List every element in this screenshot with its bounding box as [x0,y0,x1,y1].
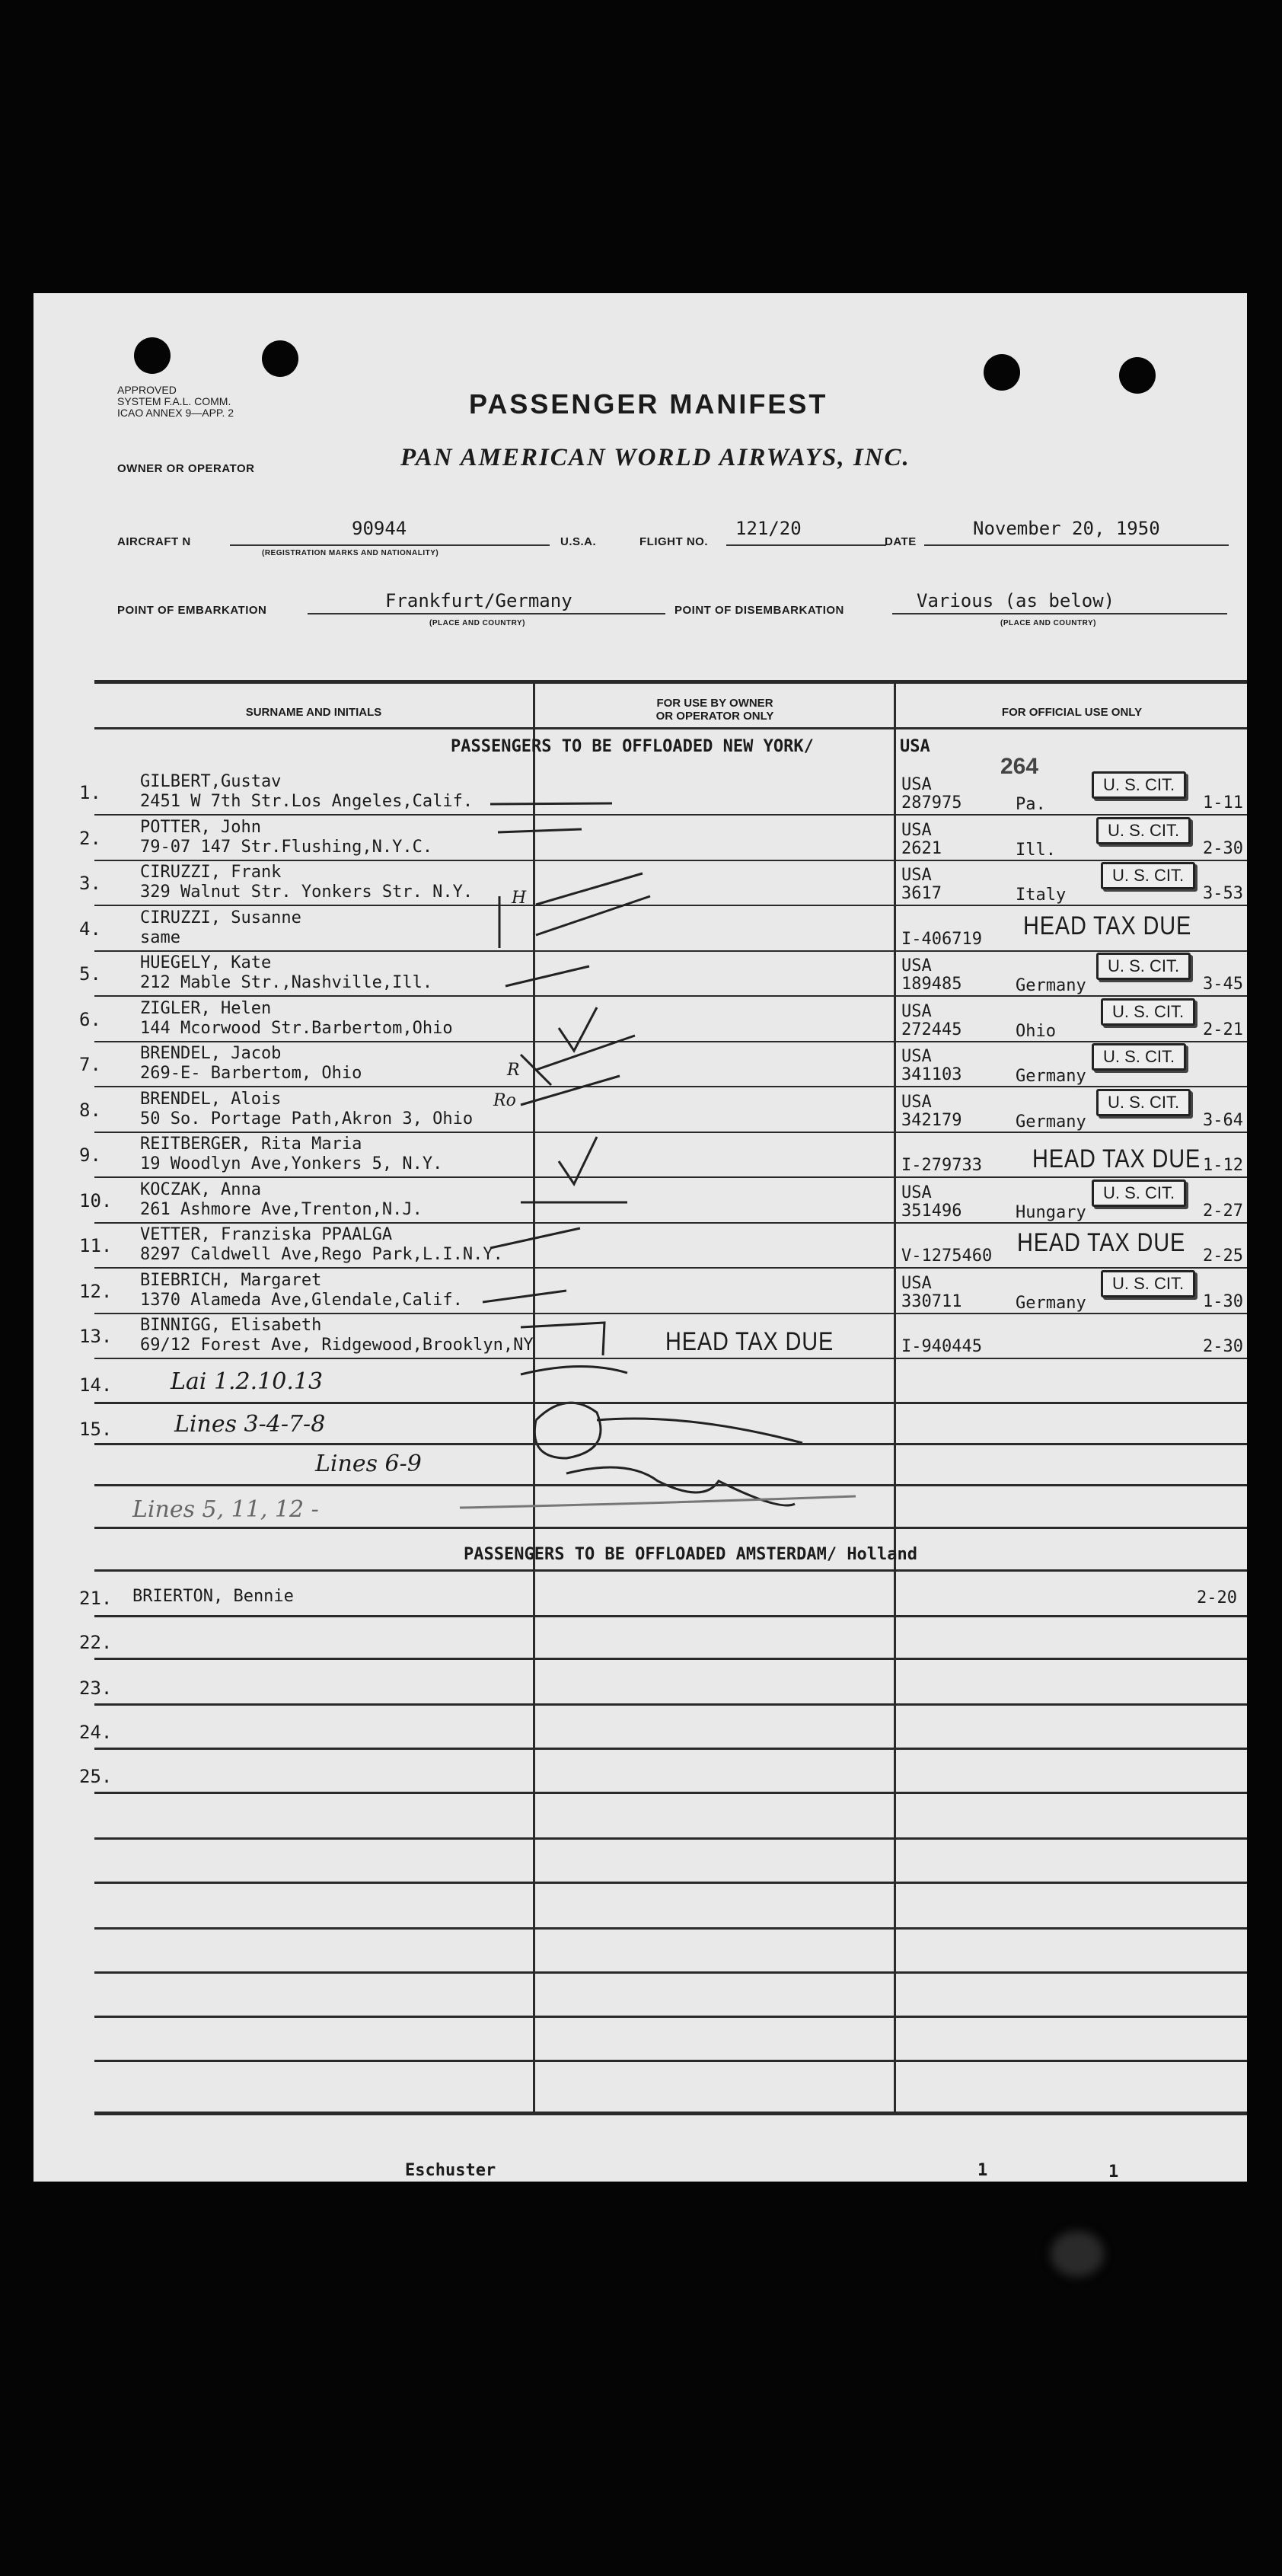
flight-number: 121/20 [735,518,802,539]
passenger-name: BIEBRICH, Margaret [140,1271,322,1290]
line-number: 21. [79,1588,113,1609]
head-tax-stamp: HEAD TAX DUE [665,1327,834,1356]
official-place: Germany [1016,1294,1086,1313]
official-place: Italy [1016,886,1067,905]
date-value: November 20, 1950 [973,518,1160,539]
line-number: 8. [79,1100,101,1121]
official-col2: 342179 [901,1111,962,1130]
system-text: SYSTEM F.A.L. COMM. [117,395,231,407]
ams-passenger-code: 2-20 [1197,1588,1237,1607]
official-col2: I-940445 [901,1337,982,1356]
official-col2: 189485 [901,975,962,994]
disembark-sub: (PLACE AND COUNTRY) [1000,619,1096,627]
line-number: 23. [79,1677,113,1699]
section-usa-mark: USA [900,737,930,756]
line-number: 6. [79,1009,101,1030]
official-col2: 3617 [901,884,942,903]
official-code: 1-12 [1203,1156,1243,1175]
official-col1: USA [901,1183,932,1202]
official-code: 2-21 [1203,1020,1243,1039]
ams-passenger-name: BRIERTON, Bennie [132,1587,294,1606]
us-citizen-stamp: U. S. CIT. [1092,771,1186,799]
official-col2: I-279733 [901,1156,982,1175]
footer-count-a: 1 [977,2161,988,2180]
passenger-name: KOCZAK, Anna [140,1180,261,1199]
passenger-address: 1370 Alameda Ave,Glendale,Calif. [140,1291,463,1310]
hand-mark-ro: Ro [493,1091,516,1110]
passenger-address: 144 Mcorwood Str.Barbertom,Ohio [140,1019,453,1038]
official-col1: USA [901,956,932,975]
official-col2: 272445 [901,1020,962,1039]
manifest-document [33,293,1247,2182]
head-tax-stamp: HEAD TAX DUE [1023,911,1192,940]
footer-name: Eschuster [405,2161,496,2180]
owner-label: OWNER OR OPERATOR [117,462,255,475]
official-code: 2-30 [1203,1337,1243,1356]
passenger-name: BRENDEL, Jacob [140,1044,282,1063]
official-col2: 287975 [901,793,962,812]
line-number: 14. [79,1374,113,1396]
passenger-name: ZIGLER, Helen [140,999,272,1018]
official-code: 1-11 [1203,793,1243,812]
line-number: 2. [79,828,101,849]
footer-count-b: 1 [1108,2163,1119,2182]
official-col1: USA [901,1047,932,1066]
film-smudge [1051,2231,1104,2277]
line-number: 13. [79,1326,113,1347]
line-number: 25. [79,1766,113,1787]
passenger-name: POTTER, John [140,818,261,837]
official-col2: 2621 [901,839,942,858]
section-amsterdam: PASSENGERS TO BE OFFLOADED AMSTERDAM/ Holland [464,1545,918,1564]
embark-label: POINT OF EMBARKATION [117,604,267,617]
passenger-address: 261 Ashmore Ave,Trenton,N.J. [140,1200,423,1219]
passenger-name: CIRUZZI, Frank [140,863,282,882]
line-number: 4. [79,918,101,940]
official-col2: I-406719 [901,930,982,949]
line-number: 12. [79,1281,113,1302]
hand-note-15b: Lines 6-9 [315,1451,422,1477]
official-place: Germany [1016,1112,1086,1132]
passenger-address: 50 So. Portage Path,Akron 3, Ohio [140,1109,474,1128]
usa-label: U.S.A. [560,535,597,548]
official-place: Hungary [1016,1203,1086,1222]
us-citizen-stamp: U. S. CIT. [1096,817,1191,844]
official-col1: USA [901,821,932,840]
embark-value: Frankfurt/Germany [385,590,572,611]
head-tax-stamp: HEAD TAX DUE [1032,1144,1201,1173]
passenger-address: same [140,928,180,947]
line-number: 7. [79,1054,101,1075]
line-number: 3. [79,873,101,894]
aircraft-sub: (REGISTRATION MARKS AND NATIONALITY) [262,549,439,557]
official-code: 1-30 [1203,1292,1243,1311]
line-number: 15. [79,1419,113,1440]
hand-mark-h: H [512,889,527,908]
line-number: 11. [79,1235,113,1256]
passenger-address: 79-07 147 Str.Flushing,N.Y.C. [140,838,433,857]
aircraft-label: AIRCRAFT N [117,535,191,548]
official-place: Ill. [1016,841,1056,860]
passenger-name: REITBERGER, Rita Maria [140,1135,362,1154]
aircraft-number: 90944 [352,518,407,539]
approved-text: APPROVED [117,384,177,396]
official-col1: USA [901,1274,932,1293]
us-citizen-stamp: U. S. CIT. [1101,862,1195,889]
official-col1: USA [901,775,932,794]
page-title: PASSENGER MANIFEST [469,388,828,420]
us-citizen-stamp: U. S. CIT. [1101,1270,1195,1298]
official-col1: USA [901,1093,932,1112]
section-new-york: PASSENGERS TO BE OFFLOADED NEW YORK/ [451,737,814,756]
passenger-name: HUEGELY, Kate [140,953,272,972]
col-owner-use: FOR USE BY OWNER OR OPERATOR ONLY [655,697,774,723]
official-col2: V-1275460 [901,1247,993,1266]
passenger-address: 269-E- Barbertom, Ohio [140,1064,362,1083]
col-official: FOR OFFICIAL USE ONLY [1001,706,1143,719]
passenger-address: 2451 W 7th Str.Los Angeles,Calif. [140,792,474,811]
flight-label: FLIGHT NO. [639,535,708,548]
line-number: 22. [79,1632,113,1653]
date-label: DATE [885,535,917,548]
passenger-name: BINNIGG, Elisabeth [140,1316,322,1335]
official-col2: 341103 [901,1065,962,1084]
official-code: 2-25 [1203,1247,1243,1266]
official-code: 2-30 [1203,839,1243,858]
official-code: 3-45 [1203,975,1243,994]
passenger-name: VETTER, Franziska PPAALGA [140,1225,393,1244]
official-place: Ohio [1016,1022,1056,1041]
handwriting-strokes [33,293,1247,2182]
passenger-name: CIRUZZI, Susanne [140,908,301,927]
hand-mark-r: R [507,1061,520,1080]
official-place: Pa. [1016,795,1046,814]
us-citizen-stamp: U. S. CIT. [1101,998,1195,1026]
stamp-264: 264 [1000,754,1039,779]
us-citizen-stamp: U. S. CIT. [1096,1089,1191,1116]
passenger-name: BRENDEL, Alois [140,1090,282,1109]
passenger-address: 212 Mable Str.,Nashville,Ill. [140,973,433,992]
passenger-address: 69/12 Forest Ave, Ridgewood,Brooklyn,NY [140,1336,534,1355]
icao-text: ICAO ANNEX 9—APP. 2 [117,407,234,419]
head-tax-stamp: HEAD TAX DUE [1017,1228,1186,1257]
hand-note-14: Lai 1.2.10.13 [171,1368,324,1395]
passenger-address: 329 Walnut Str. Yonkers Str. N.Y. [140,883,474,902]
hand-note-15: Lines 3-4-7-8 [174,1411,326,1438]
official-col2: 330711 [901,1292,962,1311]
line-number: 10. [79,1190,113,1211]
official-code: 3-53 [1203,884,1243,903]
passenger-name: GILBERT,Gustav [140,772,282,791]
col-surname: SURNAME AND INITIALS [245,706,382,719]
us-citizen-stamp: U. S. CIT. [1096,953,1191,980]
passenger-address: 8297 Caldwell Ave,Rego Park,L.I.N.Y. [140,1245,503,1264]
us-citizen-stamp: U. S. CIT. [1092,1179,1186,1207]
official-code: 2-27 [1203,1202,1243,1221]
line-number: 5. [79,963,101,985]
official-code: 3-64 [1203,1111,1243,1130]
official-col2: 351496 [901,1202,962,1221]
official-col1: USA [901,1002,932,1021]
disembark-label: POINT OF DISEMBARKATION [674,604,844,617]
hand-note-16: Lines 5, 11, 12 - [132,1496,319,1523]
official-place: Germany [1016,976,1086,995]
disembark-value: Various (as below) [917,590,1115,611]
official-place: Germany [1016,1067,1086,1086]
us-citizen-stamp: U. S. CIT. [1092,1043,1186,1071]
embark-sub: (PLACE AND COUNTRY) [429,619,525,627]
airline-name: PAN AMERICAN WORLD AIRWAYS, INC. [400,444,910,471]
official-col1: USA [901,866,932,885]
line-number: 9. [79,1144,101,1166]
line-number: 1. [79,782,101,803]
line-number: 24. [79,1722,113,1743]
passenger-address: 19 Woodlyn Ave,Yonkers 5, N.Y. [140,1154,443,1173]
